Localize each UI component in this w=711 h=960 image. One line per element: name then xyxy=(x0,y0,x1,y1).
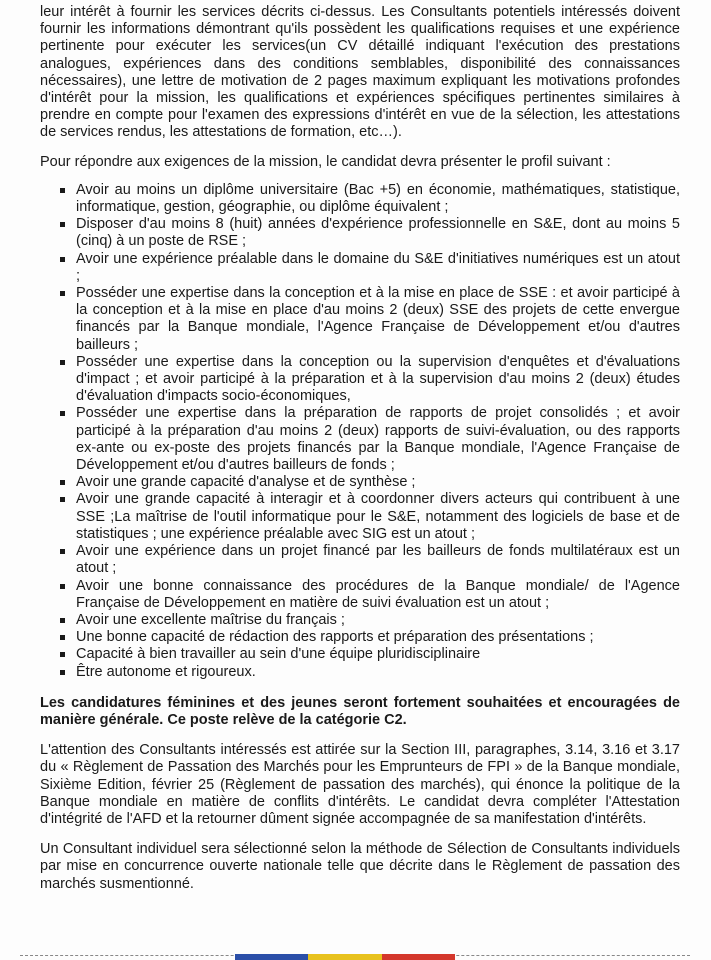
bullet-icon xyxy=(60,618,65,623)
list-item xyxy=(40,612,680,629)
list-item-text: Une bonne capacité de rédaction des rapports et préparation des présentations ; xyxy=(76,629,594,646)
list-item-text: Avoir une grande capacité à interagir et à coordonner divers acteurs qui contribuent à une SSE ;La maîtrise de l'outil informatique pour le S&E, notamment des logiciels de base et de statistiques ; une expérience préalable avec SIG est un atout ; xyxy=(76,491,680,542)
footer-color-blue xyxy=(235,954,308,960)
list-item-text: Avoir une grande capacité d'analyse et de synthèse ; xyxy=(76,474,416,491)
list-item xyxy=(40,354,680,406)
list-item-text: Posséder une expertise dans la conception et à la mise en place de SSE : et avoir participé à la conception et à la mise en place d'au moins 2 (deux) SSE des projets de cette envergue financés par la Banque mondiale, l'Agence Française de Développement et/ou d'autres bailleurs ; xyxy=(76,285,680,353)
list-item xyxy=(40,578,680,612)
paragraph-selection: Un Consultant individuel sera sélectionné selon la méthode de Sélection de Consultants individuels par mise en concurrence ouverte nationale telle que décrite dans le Règlement de passation des marchés susmentionné. xyxy=(40,841,680,892)
bullet-icon xyxy=(60,360,65,365)
footer-color-yellow xyxy=(308,954,381,960)
list-item xyxy=(40,474,680,491)
bullet-icon xyxy=(60,480,65,485)
bullet-icon xyxy=(60,188,65,193)
list-item xyxy=(40,405,680,474)
bullet-icon xyxy=(60,584,65,589)
bullet-icon xyxy=(60,635,65,640)
bullet-icon xyxy=(60,549,65,554)
bullet-icon xyxy=(60,652,65,657)
document-body xyxy=(40,4,680,893)
paragraph-candidatures: Les candidatures féminines et des jeunes seront fortement souhaitées et encouragées de manière générale. Ce poste relève de la catégorie C2. xyxy=(40,694,680,728)
list-item xyxy=(40,491,680,543)
list-item-text: Avoir une excellente maîtrise du français ; xyxy=(76,611,345,628)
list-item xyxy=(40,251,680,285)
list-item-text: Être autonome et rigoureux. xyxy=(76,663,256,680)
bullet-icon xyxy=(60,291,65,296)
list-item-text: Disposer d'au moins 8 (huit) années d'expérience professionnelle en S&E, dont au moins 5 (cinq) à un poste de RSE ; xyxy=(76,216,680,250)
list-item-text: Avoir une expérience préalable dans le domaine du S&E d'initiatives numériques est un atout ; xyxy=(76,250,680,284)
bullet-icon xyxy=(60,670,65,675)
paragraph-profile: Pour répondre aux exigences de la mission, le candidat devra présenter le profil suivant : xyxy=(40,153,611,170)
list-item-text: Posséder une expertise dans la conception ou la supervision d'enquêtes et d'évaluations d'impact ; et avoir participé à la préparation et à la supervision d'au moins 2 (deux) études d'évaluation d'impacts socio-économiques, xyxy=(76,353,680,405)
list-item xyxy=(40,664,680,681)
list-item-text: Posséder une expertise dans la préparation de rapports de projet consolidés ; et avoir participé à la préparation d'au moins 2 (deux) rapports de suivi-évaluation, ou des rapports ex-ante ou ex-poste des projets financés par la Banque mondiale, l'Agence Française de Développement et/ou d'autres bailleurs de fonds ; xyxy=(76,405,680,474)
bullet-icon xyxy=(60,257,65,262)
list-item xyxy=(40,646,680,663)
list-item xyxy=(40,285,680,354)
bullet-icon xyxy=(60,222,65,227)
list-item-text: Avoir au moins un diplôme universitaire (Bac +5) en économie, mathématiques, statistique, informatique, gestion, géographie, ou diplôme équivalent ; xyxy=(76,181,680,216)
list-item-text: Avoir une bonne connaissance des procédures de la Banque mondiale/ de l'Agence Française de Développement en matière de suivi évaluation est un atout ; xyxy=(76,577,680,611)
bullet-icon xyxy=(60,497,65,502)
requirements-list xyxy=(40,182,680,681)
list-item xyxy=(40,629,680,646)
list-item-text: Capacité à bien travailler au sein d'une équipe pluridisciplinaire xyxy=(76,646,481,663)
footer-color-red xyxy=(382,954,455,960)
bullet-icon xyxy=(60,411,65,416)
list-item xyxy=(40,182,680,216)
list-item xyxy=(40,216,680,250)
paragraph-intro: leur intérêt à fournir les services décrits ci-dessus. Les Consultants potentiels intéressés doivent fournir les informations démontrant qu'ils possèdent les qualifications requises et une expérience pertinente pour exécuter les services(un CV détaillé indiquant l'exécution des prestations analogues, expériences dans des conditions semblables, disponibilité des connaissances nécessaires), une lettre de motivation de 2 pages maximum expliquant les motivations profondes d'intérêt pour la mission, les qualifications et expériences spécifiques pertinentes similaires à prendre en compte pour l'examen des expressions d'intérêt en vue de la sélection, les attestations de services rendus, les attestations de formation, etc…). xyxy=(40,4,680,141)
paragraph-attention: L'attention des Consultants intéressés est attirée sur la Section III, paragraphes, 3.14, 3.16 et 3.17 du « Règlement de Passation des Marchés pour les Emprunteurs de FPI » de la Banque mondiale, Sixième Edition, février 25 (Règlement de passation des marchés), qui énonce la politique de la Banque mondiale en matière de conflits d'intérêts. Le candidat devra compléter l'Attestation d'intégrité de l'AFD et la retourner dûment signée accompagnée de sa manifestation d'intérêts. xyxy=(40,742,680,827)
list-item-text: Avoir une expérience dans un projet financé par les bailleurs de fonds multilatéraux est un atout ; xyxy=(76,543,680,577)
list-item xyxy=(40,543,680,577)
footer-color-band xyxy=(235,954,455,960)
